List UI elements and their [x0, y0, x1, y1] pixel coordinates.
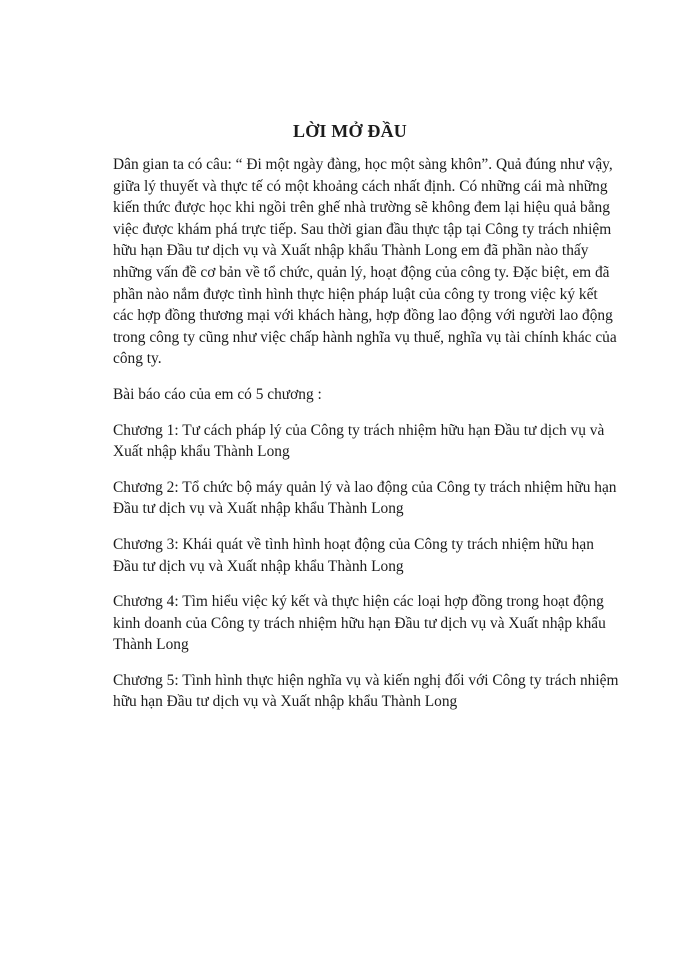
chapter-2: Chương 2: Tổ chức bộ máy quản lý và lao động của Công ty trách nhiệm hữu hạn Đầu tư dịch vụ và Xuất nhập khẩu Thành Long	[113, 478, 617, 518]
page-title: LỜI MỞ ĐẦU	[293, 121, 407, 141]
chapter-1: Chương 1: Tư cách pháp lý của Công ty trách nhiệm hữu hạn Đầu tư dịch vụ và Xuất nhập khẩu Thành Long	[113, 421, 605, 461]
chapter-4: Chương 4: Tìm hiểu việc ký kết và thực hiện các loại hợp đồng trong hoạt động kinh doanh của Công ty trách nhiệm hữu hạn Đầu tư dịch vụ và Xuất nhập khẩu Thành Long	[113, 593, 606, 654]
chapters-intro: Bài báo cáo của em có 5 chương :	[113, 385, 322, 403]
chapter-5: Chương 5: Tình hình thực hiện nghĩa vụ và kiến nghị đối với Công ty trách nhiệm hữu hạn Đầu tư dịch vụ và Xuất nhập khẩu Thành Long	[113, 671, 619, 711]
intro-paragraph: Dân gian ta có câu: “ Đi một ngày đàng, học một sàng khôn”. Quả đúng như vậy, giữa lý thuyết và thực tế có một khoảng cách nhất định. Có những cái mà những kiến thức được học khi ngồi trên ghế nhà trường sẽ không đem lại hiệu quả bằng việc được khám phá trực tiếp. Sau thời gian đầu thực tập tại Công ty trách nhiệm hữu hạn Đầu tư dịch vụ và Xuất nhập khẩu Thành Long em đã phần nào thấy những vấn đề cơ bản về tổ chức, quản lý, hoạt động của công ty. Đặc biệt, em đã phần nào nắm được tình hình thực hiện pháp luật của công ty trong việc ký kết các hợp đồng thương mại với khách hàng, hợp đồng lao động với người lao động trong công ty cũng như việc chấp hành nghĩa vụ thuế, nghĩa vụ tài chính khác của công ty.	[113, 156, 617, 368]
chapter-3: Chương 3: Khái quát về tình hình hoạt động của Công ty trách nhiệm hữu hạn Đầu tư dịch vụ và Xuất nhập khẩu Thành Long	[113, 535, 594, 575]
document-body	[113, 154, 619, 727]
